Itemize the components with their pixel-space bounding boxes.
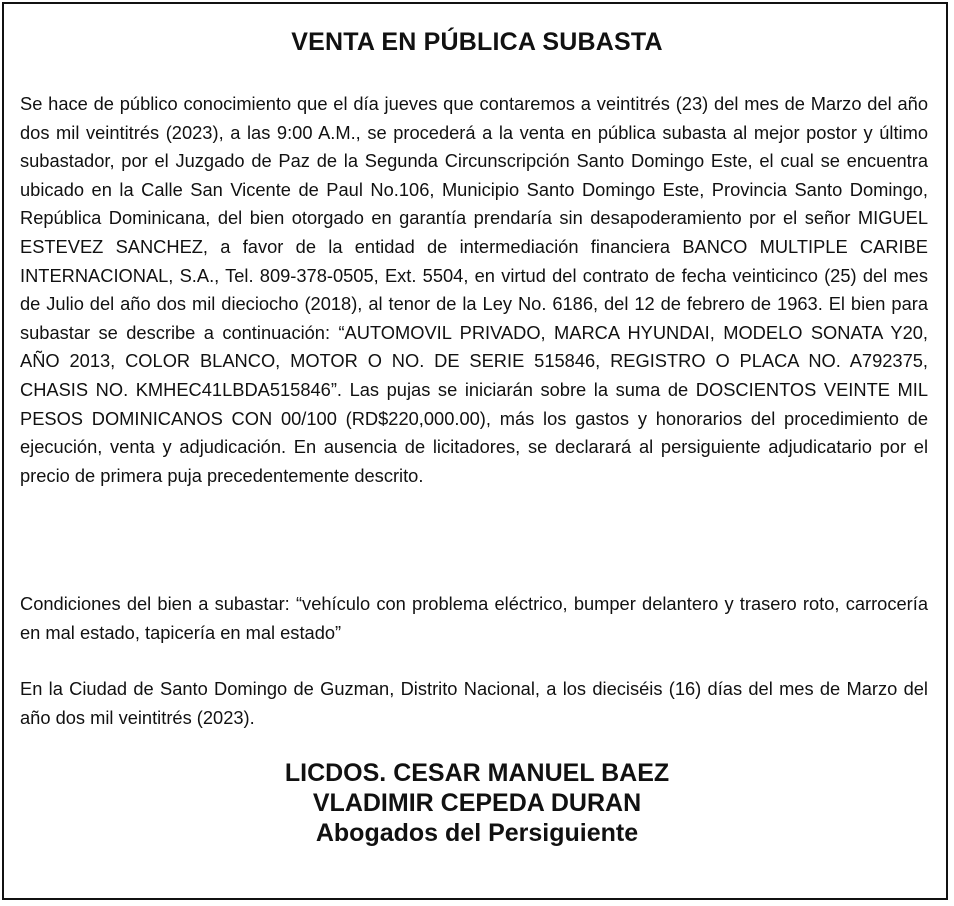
conditions-paragraph: Condiciones del bien a subastar: “vehículo con problema eléctrico, bumper delantero y trasero roto, carrocería en mal estado, tapicería en mal estado” xyxy=(20,593,928,643)
notice-title: VENTA EN PÚBLICA SUBASTA xyxy=(291,28,663,56)
date-place-paragraph: En la Ciudad de Santo Domingo de Guzman, Distrito Nacional, a los dieciséis (16) días del mes de Marzo del año dos mil veintitrés (2023). xyxy=(20,678,928,728)
signature-lawyers-line-2: VLADIMIR CEPEDA DURAN xyxy=(312,789,642,817)
signature-role: Abogados del Persiguiente xyxy=(315,819,639,847)
signature-lawyers-line-1: LICDOS. CESAR MANUEL BAEZ xyxy=(284,759,670,787)
notice-body-paragraph: Se hace de público conocimiento que el día jueves que contaremos a veintitrés (23) del mes de Marzo del año dos mil veintitrés (2023), a las 9:00 A.M., se procederá a la venta en pública subasta al mejor postor y último subastador, por el Juzgado de Paz de la Segunda Circunscripción Santo Domingo Este, el cual se encuentra ubicado en la Calle San Vicente de Paul No.106, Municipio Santo Domingo Este, Provincia Santo Domingo, República Dominicana, del bien otorgado en garantía prendaría sin desapoderamiento por el señor MIGUEL ESTEVEZ SANCHEZ, a favor de la entidad de intermediación financiera BANCO MULTIPLE CARIBE INTERNACIONAL, S.A., Tel. 809-378-0505, Ext. 5504, en virtud del contrato de fecha veinticinco (25) del mes de Julio del año dos mil dieciocho (2018), al tenor de la Ley No. 6186, del 12 de febrero de 1963. El bien para subastar se describe a continuación: “AUTOMOVIL PRIVADO, MARCA HYUNDAI, MODELO SONATA Y20, AÑO 2013, COLOR BLANCO, MOTOR O NO. DE SERIE 515846, REGISTRO O PLACA NO. A792375, CHASIS NO. KMHEC41LBDA515846”. Las pujas se iniciarán sobre la suma de DOSCIENTOS VEINTE MIL PESOS DOMINICANOS CON 00/100 (RD$220,000.00), más los gastos y honorarios del procedimiento de ejecución, venta y adjudicación. En ausencia de licitadores, se declarará al persiguiente adjudicatario por el precio de primera puja precedentemente descrito. xyxy=(20,93,928,486)
